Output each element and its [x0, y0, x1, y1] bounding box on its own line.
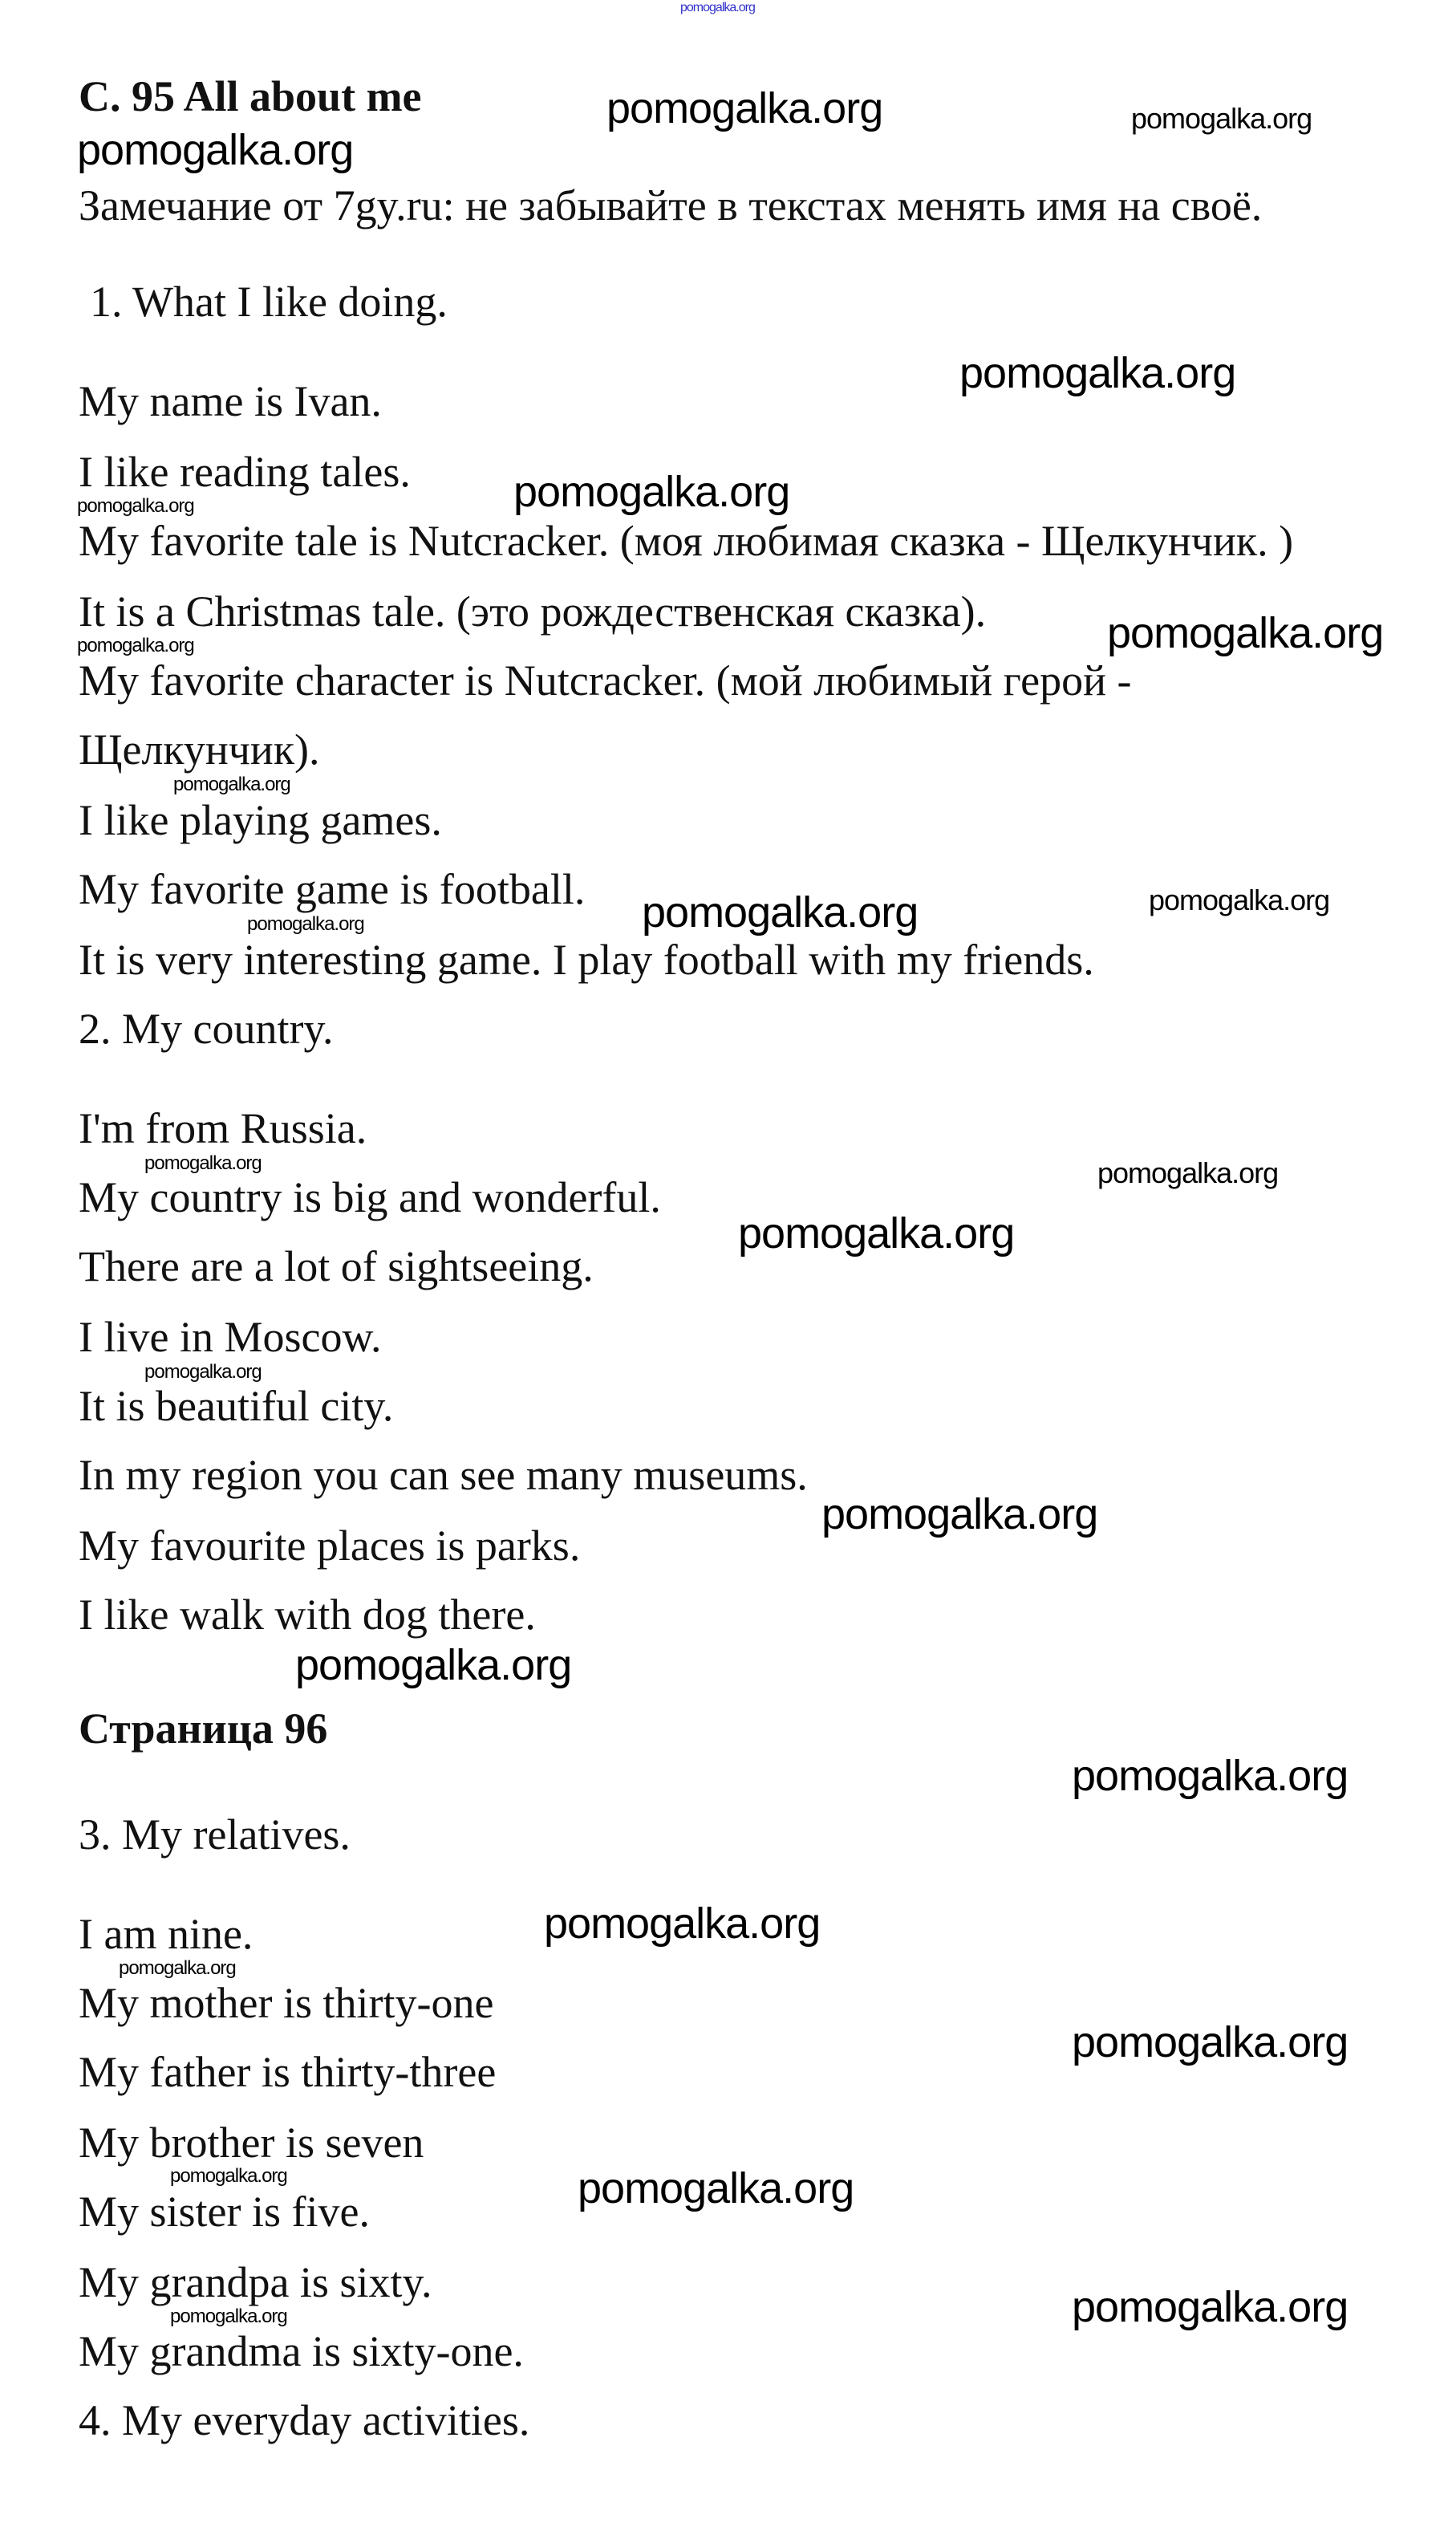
page-title: C. 95 All about me	[79, 72, 422, 120]
watermark: pomogalka.org	[119, 1957, 236, 1979]
watermark: pomogalka.org	[77, 126, 354, 174]
text-line: My favorite game is football.	[79, 865, 586, 913]
watermark: pomogalka.org	[144, 1361, 262, 1383]
watermark: pomogalka.org	[1072, 2283, 1349, 2331]
text-line: My favorite character is Nutcracker. (мой любимый герой -	[79, 656, 1132, 705]
watermark: pomogalka.org	[606, 84, 883, 132]
watermark: pomogalka.org	[738, 1209, 1015, 1257]
note: Замечание от 7gy.ru: не забывайте в текстах менять имя на своё.	[79, 181, 1263, 230]
watermark: pomogalka.org	[77, 635, 194, 656]
watermark: pomogalka.org	[170, 2165, 287, 2187]
watermark: pomogalka.org	[544, 1899, 821, 1948]
text-line: I live in Moscow.	[79, 1313, 382, 1361]
text-line: In my region you can see many museums.	[79, 1451, 808, 1499]
text-line: I am nine.	[79, 1910, 253, 1958]
watermark: pomogalka.org	[513, 468, 790, 516]
watermark: pomogalka.org	[1149, 884, 1330, 916]
text-line: I like reading tales.	[79, 448, 411, 496]
watermark: pomogalka.org	[295, 1641, 572, 1689]
text-line: My favourite places is parks.	[79, 1521, 581, 1570]
text-line: My grandpa is sixty.	[79, 2258, 432, 2306]
watermark: pomogalka.org	[77, 495, 194, 517]
section-heading: 4. My everyday activities.	[79, 2396, 530, 2444]
text-line: My sister is five.	[79, 2188, 370, 2236]
text-line: Щелкунчик).	[79, 725, 320, 774]
watermark: pomogalka.org	[1107, 609, 1384, 657]
section-heading: 1. What I like doing.	[90, 278, 448, 326]
text-line: My grandma is sixty-one.	[79, 2327, 524, 2375]
watermark: pomogalka.org	[170, 2306, 287, 2327]
watermark: pomogalka.org	[1072, 2018, 1349, 2066]
text-line: My name is Ivan.	[79, 377, 382, 425]
text-line: It is beautiful city.	[79, 1382, 394, 1430]
text-line: I like playing games.	[79, 796, 442, 844]
text-line: I like walk with dog there.	[79, 1591, 536, 1639]
text-line: My brother is seven	[79, 2119, 424, 2167]
text-line: My favorite tale is Nutcracker. (моя любимая сказка - Щелкунчик. )	[79, 517, 1294, 565]
watermark: pomogalka.org	[578, 2164, 854, 2212]
watermark: pomogalka.org	[642, 888, 919, 936]
text-line: My mother is thirty-one	[79, 1979, 494, 2027]
watermark: pomogalka.org	[247, 913, 364, 935]
text-line: My country is big and wonderful.	[79, 1173, 661, 1221]
watermark: pomogalka.org	[1072, 1752, 1349, 1800]
text-line: It is a Christmas tale. (это рождественская сказка).	[79, 587, 987, 636]
watermark: pomogalka.org	[959, 349, 1236, 397]
watermark: pomogalka.org	[144, 1152, 262, 1174]
watermark: pomogalka.org	[1097, 1156, 1279, 1189]
watermark: pomogalka.org	[680, 1, 755, 14]
section-heading: 3. My relatives.	[79, 1810, 351, 1859]
page-heading: Страница 96	[79, 1704, 328, 1753]
watermark: pomogalka.org	[1131, 102, 1312, 135]
text-line: There are a lot of sightseeing.	[79, 1242, 594, 1290]
text-line: It is very interesting game. I play football with my friends.	[79, 936, 1094, 984]
text-line: My father is thirty-three	[79, 2048, 497, 2096]
watermark: pomogalka.org	[821, 1490, 1098, 1538]
text-line: I'm from Russia.	[79, 1104, 367, 1152]
watermark: pomogalka.org	[173, 774, 290, 795]
section-heading: 2. My country.	[79, 1005, 334, 1053]
